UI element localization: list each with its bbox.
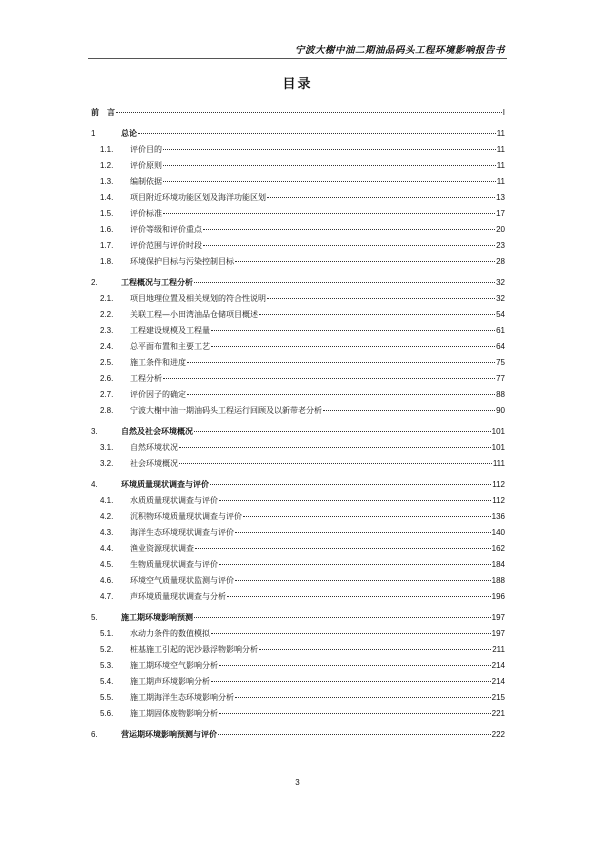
toc-subsection-row[interactable] [88,144,505,160]
toc-subsection-row[interactable] [88,458,505,474]
toc-entry-page: 20 [496,225,505,234]
toc-entry-page: 32 [496,278,505,287]
toc-entry-page: 13 [496,193,505,202]
dot-leader [194,617,491,618]
toc-entry-page: 23 [496,241,505,250]
toc-entry-page: 221 [491,709,505,718]
toc-subsection-row[interactable] [88,176,505,192]
toc-entry-number: 1.2. [100,161,114,170]
dot-leader [179,447,491,448]
toc-entry-number: 5. [91,613,98,622]
table-of-contents [88,107,505,745]
toc-entry-number: 2.2. [100,310,114,319]
toc-entry-number: 4.3. [100,528,114,537]
dot-leader [219,564,491,565]
toc-subsection-row[interactable] [88,628,505,644]
toc-entry-page: 222 [491,730,505,739]
toc-entry-title: 评价范围与评价时段 [130,241,202,250]
dot-leader [203,229,495,230]
toc-entry-title: 施工期声环境影响分析 [130,677,210,686]
toc-entry-number: 4.1. [100,496,114,505]
dot-leader [163,181,496,182]
toc-entry-number: 4.2. [100,512,114,521]
toc-entry-number: 1.1. [100,145,114,154]
toc-entry-number: 前 言 [91,107,115,117]
toc-entry-number: 2.1. [100,294,114,303]
dot-leader [163,165,496,166]
toc-chapter-row[interactable] [88,612,505,628]
toc-subsection-row[interactable] [88,543,505,559]
toc-subsection-row[interactable] [88,192,505,208]
dot-leader [235,261,495,262]
toc-entry-title: 施工期固体废物影响分析 [130,709,218,718]
toc-entry-number: 4.4. [100,544,114,553]
toc-entry-title: 总论 [121,128,137,138]
toc-subsection-row[interactable] [88,676,505,692]
dot-leader [194,282,495,283]
toc-chapter-row[interactable] [88,128,505,144]
dot-leader [203,245,495,246]
toc-entry-number: 1.4. [100,193,114,202]
toc-subsection-row[interactable] [88,575,505,591]
toc-entry-title: 水质质量现状调查与评价 [130,496,218,505]
dot-leader [323,410,495,411]
toc-entry-number: 1.3. [100,177,114,186]
dot-leader [195,548,491,549]
toc-entry-number: 2.6. [100,374,114,383]
toc-chapter-row[interactable] [88,729,505,745]
toc-entry-number: 5.6. [100,709,114,718]
toc-chapter-row[interactable] [88,479,505,495]
toc-entry-title: 环境质量现状调查与评价 [121,479,209,489]
dot-leader [179,463,492,464]
dot-leader [267,298,495,299]
toc-entry-number: 5.3. [100,661,114,670]
toc-entry-title: 关联工程—小田湾油品仓储项目概述 [130,310,258,319]
toc-entry-page: 215 [491,693,505,702]
toc-entry-number: 6. [91,730,98,739]
dot-leader [211,346,495,347]
dot-leader [211,681,491,682]
toc-entry-number: 4.6. [100,576,114,585]
dot-leader [163,378,495,379]
toc-entry-page: 11 [496,129,505,138]
dot-leader [163,213,495,214]
toc-subsection-row[interactable] [88,559,505,575]
toc-subsection-row[interactable] [88,442,505,458]
toc-entry-page: 196 [491,592,505,601]
toc-entry-page: 184 [491,560,505,569]
toc-entry-number: 1 [91,129,96,138]
toc-subsection-row[interactable] [88,527,505,543]
page-title: 目录 [282,77,313,92]
toc-entry-title: 评价等级和评价重点 [130,225,202,234]
toc-subsection-row[interactable] [88,591,505,607]
toc-preface-row[interactable] [88,107,505,123]
toc-entry-page: 54 [496,310,505,319]
toc-subsection-row[interactable] [88,293,505,309]
toc-entry-number: 2.7. [100,390,114,399]
toc-subsection-row[interactable] [88,708,505,724]
dot-leader [235,580,491,581]
toc-subsection-row[interactable] [88,256,505,272]
dot-leader [187,362,495,363]
toc-entry-number: 2.4. [100,342,114,351]
toc-subsection-row[interactable] [88,389,505,405]
toc-entry-page: 90 [496,406,505,415]
toc-subsection-row[interactable] [88,325,505,341]
dot-leader [259,649,491,650]
toc-entry-page: 162 [491,544,505,553]
toc-subsection-row[interactable] [88,160,505,176]
toc-entry-title: 工程分析 [130,374,162,383]
toc-subsection-row[interactable] [88,495,505,511]
dot-leader [235,532,491,533]
toc-entry-page: 75 [496,358,505,367]
dot-leader [227,596,491,597]
toc-entry-number: 4. [91,480,98,489]
toc-chapter-row[interactable] [88,277,505,293]
toc-subsection-row[interactable] [88,644,505,660]
dot-leader [259,314,495,315]
toc-entry-number: 1.5. [100,209,114,218]
toc-entry-title: 项目地理位置及相关规划的符合性说明 [130,294,266,303]
toc-entry-page: 211 [492,645,505,654]
header-rule [88,58,507,59]
toc-subsection-row[interactable] [88,224,505,240]
toc-entry-number: 5.5. [100,693,114,702]
toc-entry-title: 评价因子的确定 [130,390,186,399]
toc-entry-page: 197 [491,629,505,638]
toc-entry-number: 1.7. [100,241,114,250]
toc-subsection-row[interactable] [88,692,505,708]
toc-entry-title: 桩基施工引起的泥沙悬浮物影响分析 [130,645,258,654]
toc-subsection-row[interactable] [88,240,505,256]
toc-entry-number: 3. [91,427,98,436]
toc-entry-title: 施工条件和进度 [130,358,186,367]
toc-entry-number: 1.8. [100,257,114,266]
toc-subsection-row[interactable] [88,341,505,357]
toc-entry-title: 总平面布置和主要工艺 [130,342,210,351]
dot-leader [116,112,502,113]
toc-entry-number: 5.2. [100,645,114,654]
toc-entry-title: 自然环境状况 [130,443,178,452]
toc-entry-page: 111 [492,459,505,468]
toc-entry-title: 营运期环境影响预测与评价 [121,729,217,739]
toc-entry-number: 1.6. [100,225,114,234]
toc-entry-title: 声环境质量现状调查与分析 [130,592,226,601]
toc-subsection-row[interactable] [88,357,505,373]
toc-entry-title: 工程建设规模及工程量 [130,326,210,335]
toc-entry-title: 评价标准 [130,209,162,218]
dot-leader [211,330,495,331]
toc-entry-title: 施工期环境空气影响分析 [130,661,218,670]
toc-entry-page: 214 [491,661,505,670]
dot-leader [219,500,491,501]
toc-entry-title: 环境保护目标与污染控制目标 [130,257,234,266]
toc-entry-title: 施工期海洋生态环境影响分析 [130,693,234,702]
dot-leader [187,394,495,395]
toc-entry-page: 136 [491,512,505,521]
toc-entry-title: 水动力条件的数值模拟 [130,629,210,638]
toc-entry-title: 评价目的 [130,145,162,154]
toc-entry-title: 生物质量现状调查与评价 [130,560,218,569]
toc-subsection-row[interactable] [88,511,505,527]
page-number: 3 [295,778,300,787]
toc-subsection-row[interactable] [88,405,505,421]
toc-subsection-row[interactable] [88,660,505,676]
toc-entry-number: 2.8. [100,406,114,415]
toc-entry-page: 140 [491,528,505,537]
toc-entry-page: 197 [491,613,505,622]
toc-entry-title: 编制依据 [130,177,162,186]
toc-entry-page: 77 [496,374,505,383]
toc-entry-title: 施工期环境影响预测 [121,612,193,622]
dot-leader [219,713,491,714]
dot-leader [218,734,491,735]
dot-leader [163,149,496,150]
toc-subsection-row[interactable] [88,373,505,389]
toc-entry-number: 3.1. [100,443,114,452]
toc-entry-number: 5.4. [100,677,114,686]
dot-leader [211,633,491,634]
toc-entry-title: 渔业资源现状调查 [130,544,194,553]
toc-entry-title: 项目附近环境功能区划及海洋功能区划 [130,193,266,202]
toc-subsection-row[interactable] [88,208,505,224]
toc-entry-number: 4.7. [100,592,114,601]
toc-entry-title: 社会环境概况 [130,459,178,468]
toc-entry-page: I [502,108,505,117]
dot-leader [138,133,496,134]
toc-entry-page: 88 [496,390,505,399]
toc-entry-page: 28 [496,257,505,266]
toc-entry-page: 112 [492,496,505,505]
toc-entry-page: 11 [496,161,505,170]
toc-entry-title: 评价原则 [130,161,162,170]
toc-entry-page: 112 [492,480,505,489]
dot-leader [194,431,491,432]
toc-entry-page: 17 [496,209,505,218]
toc-entry-title: 沉积物环境质量现状调查与评价 [130,512,242,521]
dot-leader [235,697,491,698]
toc-entry-number: 5.1. [100,629,114,638]
dot-leader [267,197,495,198]
toc-entry-page: 101 [491,427,505,436]
toc-entry-page: 64 [496,342,505,351]
dot-leader [219,665,491,666]
toc-entry-number: 4.5. [100,560,114,569]
toc-entry-number: 2. [91,278,98,287]
running-header: 宁波大榭中油二期油品码头工程环境影响报告书 [294,45,505,56]
toc-entry-number: 2.5. [100,358,114,367]
toc-entry-title: 工程概况与工程分析 [121,277,193,287]
toc-entry-page: 11 [496,177,505,186]
toc-entry-number: 2.3. [100,326,114,335]
toc-entry-title: 海洋生态环境现状调查与评价 [130,528,234,537]
toc-subsection-row[interactable] [88,309,505,325]
toc-entry-title: 宁波大榭中油一期油码头工程运行回顾及以新带老分析 [130,406,322,415]
dot-leader [210,484,491,485]
toc-chapter-row[interactable] [88,426,505,442]
toc-entry-page: 11 [496,145,505,154]
toc-entry-page: 61 [496,326,505,335]
toc-entry-page: 32 [496,294,505,303]
toc-entry-title: 自然及社会环境概况 [121,426,193,436]
toc-entry-page: 214 [491,677,505,686]
dot-leader [243,516,491,517]
toc-entry-page: 101 [491,443,505,452]
toc-entry-page: 188 [491,576,505,585]
toc-entry-title: 环境空气质量现状监测与评价 [130,576,234,585]
toc-entry-number: 3.2. [100,459,114,468]
